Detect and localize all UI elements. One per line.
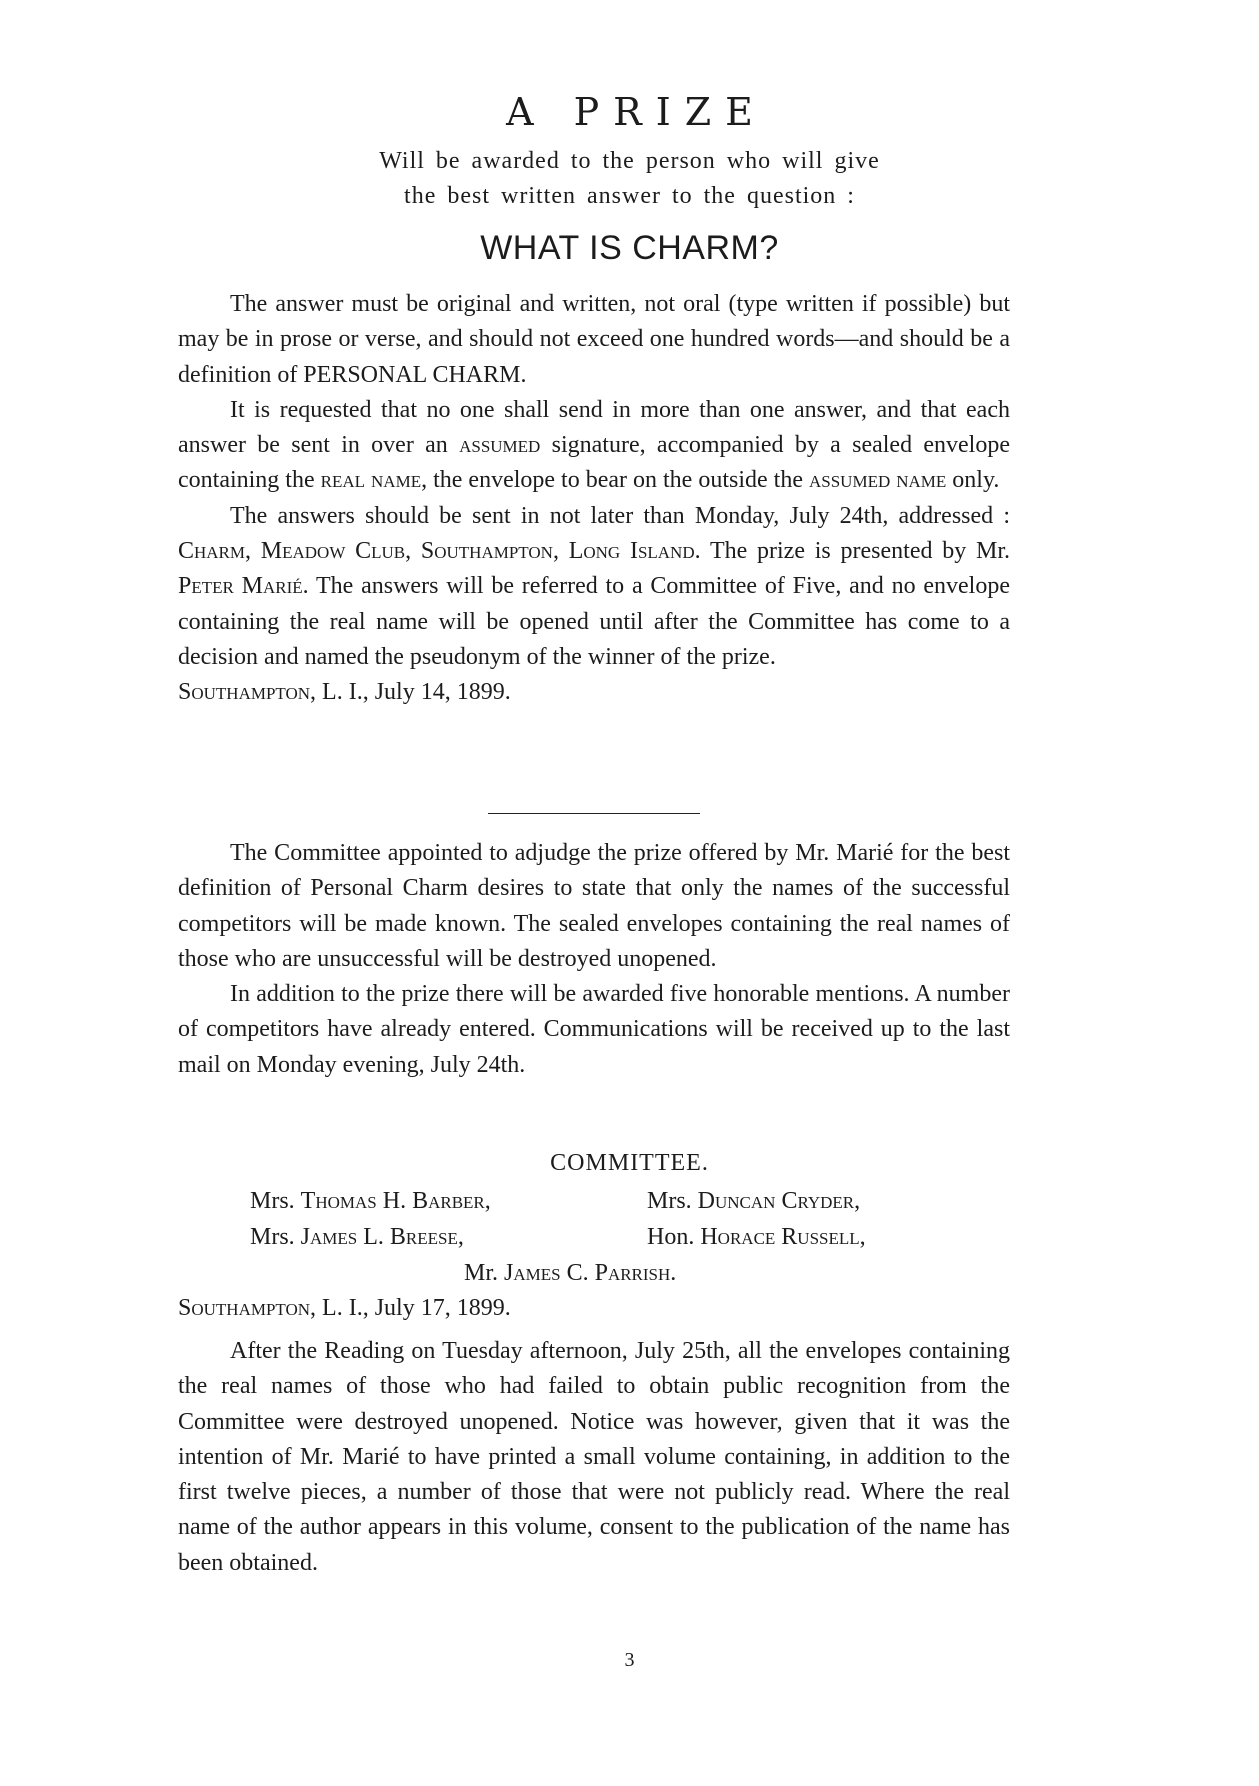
- committee-member: [250, 1184, 491, 1219]
- member-name: James L. Breese,: [300, 1224, 464, 1250]
- member-name: James C. Parrish.: [504, 1260, 677, 1286]
- text-run: The answers should be sent in not later than Monday, July 24th, addressed :: [230, 502, 1010, 529]
- member-name: Duncan Cryder,: [697, 1188, 861, 1214]
- committee-member: [464, 1256, 676, 1291]
- dateline-date: , L. I., July 14, 1899.: [310, 679, 511, 706]
- dateline-date: , L. I., July 17, 1899.: [310, 1295, 511, 1321]
- presenter-name: Peter Marié.: [178, 573, 309, 600]
- announcement-paragraph-1: The answer must be original and written, not oral (type written if possible) but may be in prose or verse, and should not exceed one hundred words—and should be a definition of PERSONAL CHARM.: [178, 291, 1010, 388]
- committee-paragraph-1: The Committee appointed to adjudge the prize offered by Mr. Marié for the best definition of Personal Charm desires to state that only the names of the successful competitors will be made known. The sealed envelopes containing the real names of those who are unsuccessful will be destroyed unopened.: [178, 840, 1010, 972]
- committee-dateline: [178, 1291, 511, 1326]
- committee-heading: COMMITTEE.: [550, 1150, 709, 1176]
- member-name: Horace Russell,: [700, 1224, 866, 1250]
- question-heading: WHAT IS CHARM?: [480, 229, 779, 267]
- text-run: only.: [946, 467, 1000, 494]
- assumed-name-term: assumed name: [808, 467, 947, 494]
- page-number: 3: [624, 1649, 635, 1671]
- dateline-place: Southampton: [178, 1295, 311, 1321]
- real-name-term: real name: [320, 467, 422, 494]
- member-name: Thomas H. Barber,: [300, 1188, 491, 1214]
- text-run: It is requested that no one shall send in more than one answer, and that each answer be sent in over an: [178, 396, 1010, 459]
- committee-member: [250, 1220, 464, 1255]
- prize-intro: [0, 144, 1259, 214]
- committee-paragraph-2: In addition to the prize there will be awarded five honorable mentions. A number of competitors have already entered. Communications will be received up to the last mail on Monday evening, July 24th.: [178, 981, 1010, 1078]
- intro-line-2: the best written answer to the question :: [404, 183, 855, 209]
- announcement-dateline: [178, 675, 1010, 710]
- text-run: signature, accompanied by a sealed envelope containing the: [178, 432, 1011, 494]
- committee-notice-section: [178, 836, 1010, 1083]
- member-title: Hon.: [647, 1224, 701, 1250]
- closing-paragraph: After the Reading on Tuesday afternoon, July 25th, all the envelopes containing the real names of those who had failed to obtain public recognition from the Committee were destroyed unopened. Notice was however, given that it was the intention of Mr. Marié to have printed a small volume containing, in addition to the first twelve pieces, a number of those that were not publicly read. Where the real name of the author appears in this volume, consent to the publication of the name has been obtained.: [178, 1338, 1010, 1576]
- text-run: The answers will be referred to a Committee of Five, and no envelope containing the real name will be opened until after the Committee has come to a decision and named the pseudonym of the winner of the prize.: [178, 573, 1010, 670]
- member-title: Mrs.: [250, 1224, 301, 1250]
- text-run: The prize is presented by Mr.: [700, 538, 1010, 565]
- text-run: , the envelope to bear on the outside the: [421, 467, 809, 494]
- assumed-term: assumed: [459, 432, 541, 459]
- closing-section: [178, 1334, 1010, 1581]
- section-divider: [488, 813, 700, 814]
- committee-member: [647, 1220, 866, 1255]
- committee-member: [647, 1184, 860, 1219]
- page-title: A PRIZE: [506, 90, 767, 134]
- mailing-address: Charm, Meadow Club, Southampton, Long Island.: [178, 538, 701, 565]
- member-title: Mrs.: [647, 1188, 698, 1214]
- announcement-paragraph-2: [178, 393, 1010, 499]
- dateline-place: Southampton: [178, 679, 311, 706]
- member-title: Mrs.: [250, 1188, 301, 1214]
- member-title: Mr.: [464, 1260, 505, 1286]
- announcement-paragraph-3: [178, 499, 1010, 675]
- intro-line-1: Will be awarded to the person who will give: [379, 148, 880, 174]
- announcement-section: [178, 287, 1010, 711]
